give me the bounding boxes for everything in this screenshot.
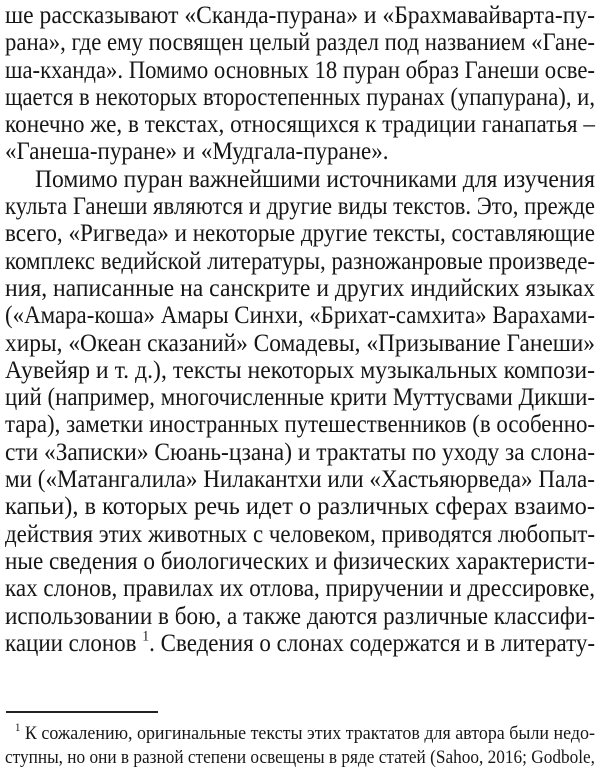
footnote-text-2: ступны, но они в разной степени освещены в ряде статей (Sahoo, 2016; Godbole, [5,747,595,768]
body-line-text: ций (например, многочисленные крити Муттусвами Дикши- [5,384,595,412]
body-line [5,275,595,302]
body-line [5,384,595,411]
body-last-line-container [5,630,595,657]
body-line-text: хиры, «Океан сказаний» Сомадевы, «Призывание Ганеши» [5,329,595,357]
footnote-reference[interactable]: 1 [142,628,150,645]
body-line-text: щается в некоторых второстепенных пуранах (упапурана), и, [5,83,595,111]
body-line-text: Помимо пуран важнейшими источниками для изучения [35,165,595,193]
body-line-text: ния, написанные на санскрите и других индийских языках [5,274,595,302]
body-line [5,2,595,29]
body-line [5,630,595,657]
body-line-text: комплекс ведийской литературы, разножанровые произведе- [5,247,595,275]
body-line-text: «Ганеша-пуране» и «Мудгала-пуране». [5,138,389,166]
body-line [5,302,595,329]
body-line [5,330,595,357]
footnote-line-text [15,722,595,746]
body-line [5,357,595,384]
body-line [5,166,595,193]
footnote-line [5,746,595,770]
body-text [5,2,595,630]
body-line [5,439,595,466]
body-line-text: всего, «Ригведа» и некоторые другие тексты, составляющие [5,220,595,248]
body-line [5,548,595,575]
body-line-text: ша-кханда». Помимо основных 18 пуран образ Ганеши осве- [5,56,595,84]
body-line [5,57,595,84]
body-line [5,29,595,56]
body-line [5,603,595,630]
body-line [5,220,595,247]
body-line-text: ше рассказывают «Сканда-пурана» и «Брахмавайварта-пу- [5,2,595,29]
body-line [5,111,595,138]
body-line [5,521,595,548]
body-line [5,411,595,438]
body-line [5,575,595,602]
body-line-text: сти «Записки» Сюань-цзана) и трактаты по уходу за слона- [5,438,595,466]
body-line [5,248,595,275]
body-line-text: тара), заметки иностранных путешественников (в особенно- [5,411,595,439]
body-line [5,84,595,111]
footnote-text-1: К сожалению, оригинальные тексты этих трактатов для автора были недо- [20,723,595,744]
footnote-line-text [5,746,595,770]
body-line [5,493,595,520]
body-line-text: ми («Матангалила» Нилакантхи или «Хастьяюрведа» Пала- [5,466,595,494]
body-line-text: культа Ганеши являются и другие виды текстов. Это, прежде [5,193,595,221]
body-line-text: использовании в бою, а также даются различные классифи- [5,602,595,630]
body-line-text: конечно же, в текстах, относящихся к традиции ганапатья – [5,111,595,139]
body-line-text: рана», где ему посвящен целый раздел под названием «Гане- [5,29,595,57]
line-text-before: кации слонов [5,629,143,657]
body-line-text: ные сведения о биологических и физических характеристи- [5,547,595,575]
body-line-text: действия этих животных с человеком, приводятся любопыт- [5,520,595,548]
body-line [5,138,595,165]
body-line-text: капьи), в которых речь идет о различных сферах взаимо- [5,493,595,521]
body-line-text [5,630,595,657]
footnote-separator [6,711,158,713]
body-line-text: ках слонов, правилах их отлова, приручении и дрессировке, [5,575,595,603]
body-line-text: («Амара-коша» Амары Синхи, «Брихат-самхита» Варахами- [5,302,595,330]
footnote-line [5,722,595,746]
line-text-after: . Сведения о слонах содержатся и в литерату- [149,629,596,657]
body-line-text: Аувейяр и т. д.), тексты некоторых музыкальных компози- [5,356,595,384]
body-line [5,466,595,493]
body-line [5,193,595,220]
footnote-marker: 1 [15,722,21,735]
footnote [5,722,595,770]
